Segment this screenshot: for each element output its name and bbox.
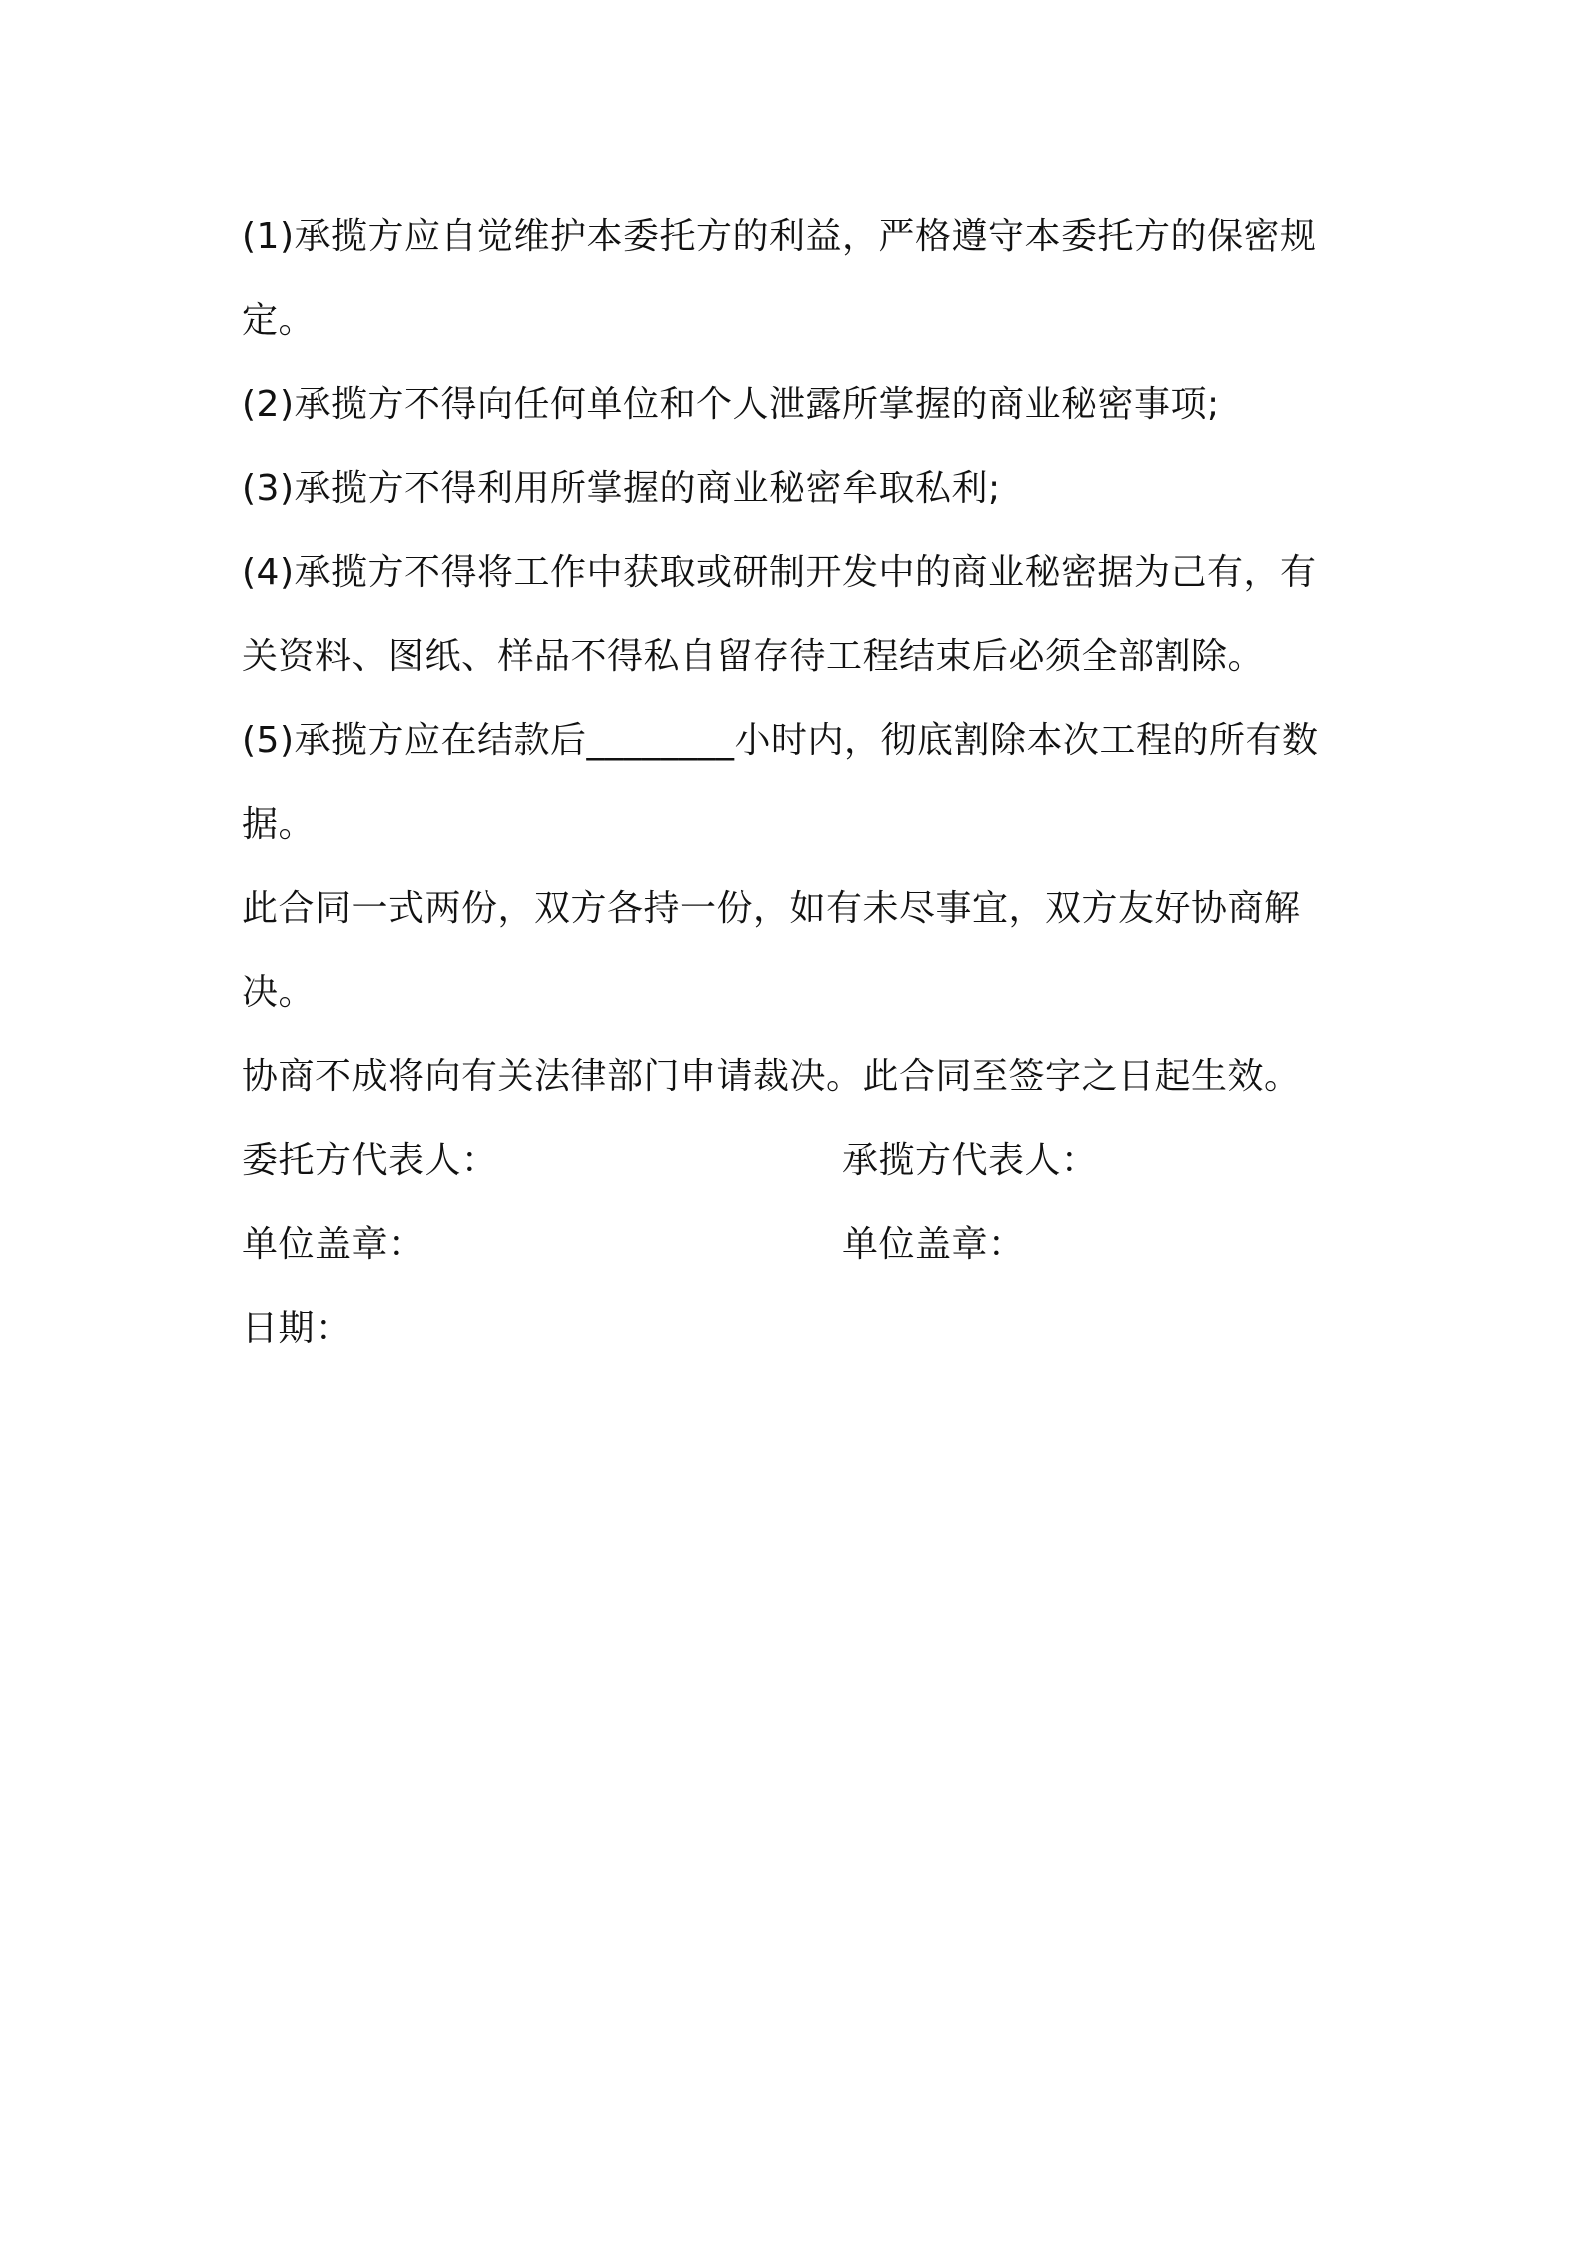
closing-line-1: 此合同一式两份，双方各持一份，如有未尽事宜，双方友好协商解决。: [242, 888, 1301, 1013]
contractor-seal-label: 单位盖章：: [842, 1224, 1025, 1265]
clause-5: (5)承揽方应在结款后________小时内，彻底割除本次工程的所有数据。: [242, 720, 1319, 845]
client-seal-label: 单位盖章：: [242, 1224, 425, 1265]
signature-row-representatives: [242, 1119, 1352, 1203]
clause-2: (2)承揽方不得向任何单位和个人泄露所掌握的商业秘密事项;: [242, 384, 1220, 425]
contractor-representative-label: 承揽方代表人：: [842, 1140, 1098, 1181]
client-representative-label: 委托方代表人：: [242, 1140, 498, 1181]
signature-row-date: [242, 1287, 1352, 1371]
closing-line-2: 协商不成将向有关法律部门申请裁决。此合同至签字之日起生效。: [242, 1056, 1301, 1097]
clause-3: (3)承揽方不得利用所掌握的商业秘密牟取私利;: [242, 468, 1001, 509]
contract-body: [242, 195, 1352, 1371]
clause-1: (1)承揽方应自觉维护本委托方的利益，严格遵守本委托方的保密规定。: [242, 216, 1317, 341]
signature-row-seals: [242, 1203, 1352, 1287]
date-label: 日期：: [242, 1308, 352, 1349]
clause-4: (4)承揽方不得将工作中获取或研制开发中的商业秘密据为己有，有关资料、图纸、样品不得私自留存待工程结束后必须全部割除。: [242, 552, 1317, 677]
